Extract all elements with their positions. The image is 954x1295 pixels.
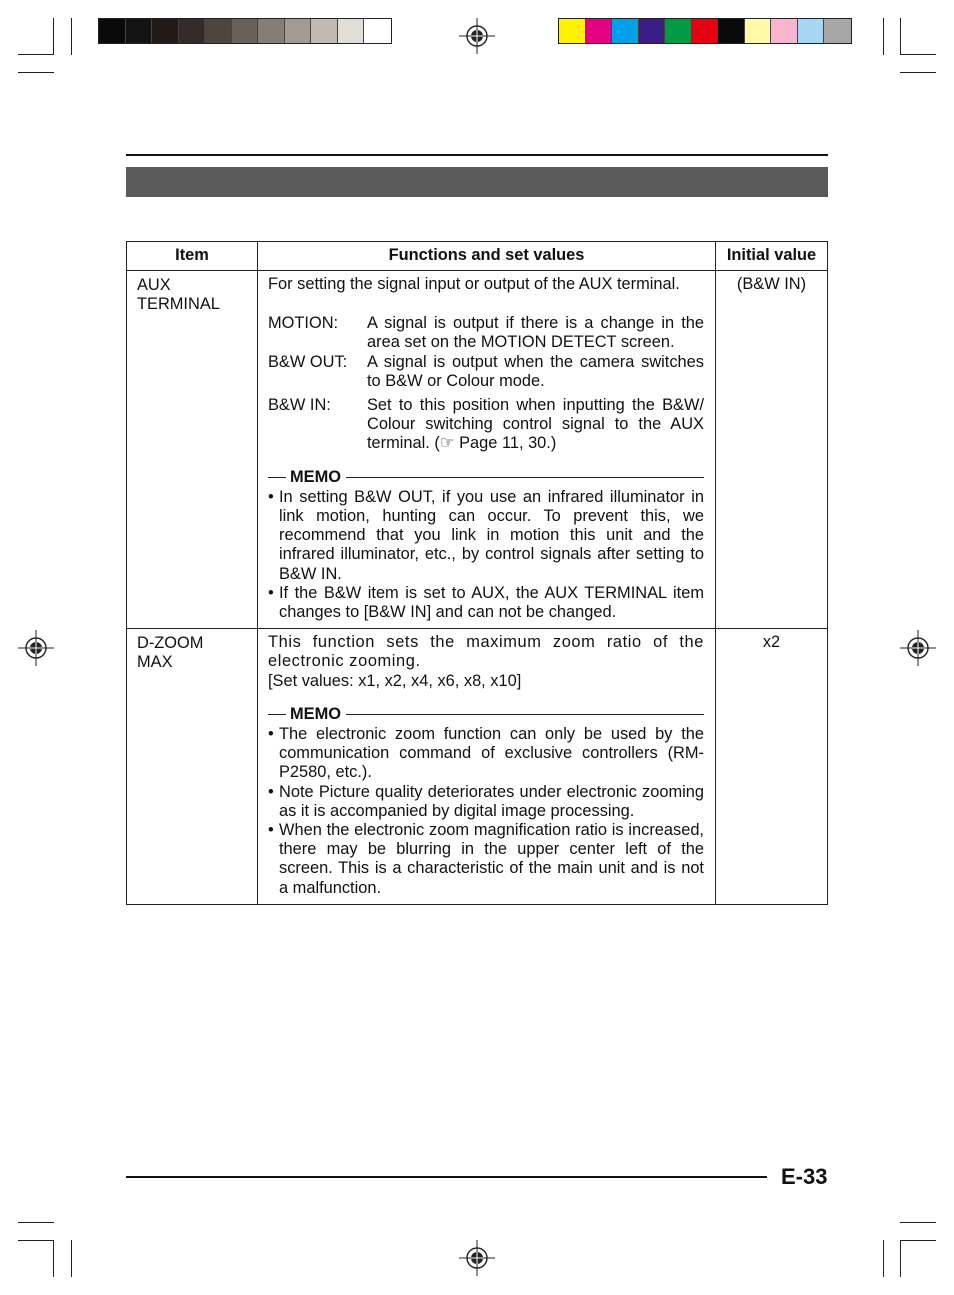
page-number: E-33 [781, 1164, 828, 1189]
calibration-swatch [152, 19, 179, 43]
initial-value-cell: (B&W IN) [716, 271, 828, 629]
column-header-functions: Functions and set values [258, 242, 716, 271]
crop-mark [18, 1240, 54, 1241]
calibration-swatch [824, 19, 851, 43]
calibration-swatch [285, 19, 312, 43]
option-desc: A signal is output if there is a change in the area set on the MOTION DETECT screen. [367, 314, 704, 352]
memo-label: MEMO [290, 704, 341, 723]
color-calibration-bar [558, 18, 852, 44]
crop-mark [900, 72, 936, 73]
calibration-swatch [718, 19, 745, 43]
calibration-swatch [99, 19, 126, 43]
option-key: B&W IN: [268, 396, 331, 415]
calibration-swatch [639, 19, 666, 43]
crop-mark [71, 1240, 72, 1277]
item-cell [127, 271, 258, 629]
option-entry [268, 314, 704, 352]
crop-mark [883, 1240, 884, 1277]
calibration-swatch [771, 19, 798, 43]
initial-value-cell: x2 [716, 629, 828, 905]
crop-mark [900, 1240, 936, 1241]
table-row [127, 629, 828, 905]
memo-heading [268, 468, 704, 487]
option-entry [268, 396, 704, 454]
option-key: B&W OUT: [268, 352, 348, 371]
calibration-swatch [311, 19, 338, 43]
crop-mark [900, 1222, 936, 1223]
crop-mark [53, 18, 54, 55]
registration-mark-icon [459, 18, 495, 54]
memo-item: • The electronic zoom function can only be used by the communication command of exclusive controllers (RM-P2580, etc.). [268, 725, 704, 783]
function-intro: This function sets the maximum zoom ratio of the electronic zooming. [268, 633, 704, 671]
item-cell [127, 629, 258, 905]
function-cell [258, 629, 716, 905]
set-values: [Set values: x1, x2, x4, x6, x8, x10] [268, 671, 522, 690]
column-header-item: Item [127, 242, 258, 271]
item-name-line: TERMINAL [137, 295, 220, 314]
crop-mark [53, 1240, 54, 1277]
crop-mark [900, 1240, 901, 1277]
crop-mark [18, 72, 54, 73]
calibration-swatch [258, 19, 285, 43]
memo-item: • In setting B&W OUT, if you use an infrared illuminator in link motion, hunting can occur. To prevent this, we recommend that you link in motion this unit and the infrared illuminator, etc., by control signals after setting to B&W IN. [268, 488, 704, 584]
function-intro: For setting the signal input or output of the AUX terminal. [268, 275, 680, 293]
calibration-swatch [338, 19, 365, 43]
registration-mark-icon [459, 1240, 495, 1276]
memo-heading [268, 705, 704, 724]
calibration-swatch [232, 19, 259, 43]
calibration-swatch [205, 19, 232, 43]
crop-mark [18, 54, 54, 55]
calibration-swatch [126, 19, 153, 43]
item-name-line: D-ZOOM [137, 634, 204, 653]
memo-list [268, 725, 704, 898]
crop-mark [71, 18, 72, 55]
registration-mark-icon [18, 630, 54, 666]
crop-mark [900, 18, 901, 55]
registration-mark-icon [900, 630, 936, 666]
memo-item: • Note Picture quality deteriorates under electronic zooming as it is accompanied by digital image processing. [268, 783, 704, 821]
option-desc: A signal is output when the camera switches to B&W or Colour mode. [367, 352, 704, 390]
table-header-row [127, 242, 828, 271]
memo-list [268, 488, 704, 622]
option-entry [268, 353, 704, 391]
column-header-initial: Initial value [716, 242, 828, 271]
option-desc: Set to this position when inputting the B&W/ Colour switching control signal to the AUX terminal. (☞ Page 11, 30.) [367, 396, 704, 453]
calibration-swatch [364, 19, 391, 43]
calibration-swatch [559, 19, 586, 43]
item-name-line: MAX [137, 653, 173, 672]
crop-mark [18, 1222, 54, 1223]
memo-label: MEMO [290, 467, 341, 486]
calibration-swatch [612, 19, 639, 43]
table-row [127, 271, 828, 629]
crop-mark [900, 54, 936, 55]
calibration-swatch [586, 19, 613, 43]
header-band [126, 167, 828, 197]
grayscale-calibration-bar [98, 18, 392, 44]
option-key: MOTION: [268, 314, 339, 333]
calibration-swatch [179, 19, 206, 43]
calibration-swatch [665, 19, 692, 43]
memo-item: • If the B&W item is set to AUX, the AUX TERMINAL item changes to [B&W IN] and can not be changed. [268, 584, 704, 622]
footer-rule [126, 1176, 767, 1178]
calibration-swatch [745, 19, 772, 43]
item-name-line: AUX [137, 276, 171, 294]
calibration-swatch [692, 19, 719, 43]
memo-item: • When the electronic zoom magnification ratio is increased, there may be blurring in the upper center left of the screen. This is a characteristic of the main unit and is not a malfunction. [268, 821, 704, 898]
function-cell [258, 271, 716, 629]
header-rule [126, 154, 828, 156]
calibration-swatch [798, 19, 825, 43]
crop-mark [883, 18, 884, 55]
settings-table [126, 241, 828, 905]
